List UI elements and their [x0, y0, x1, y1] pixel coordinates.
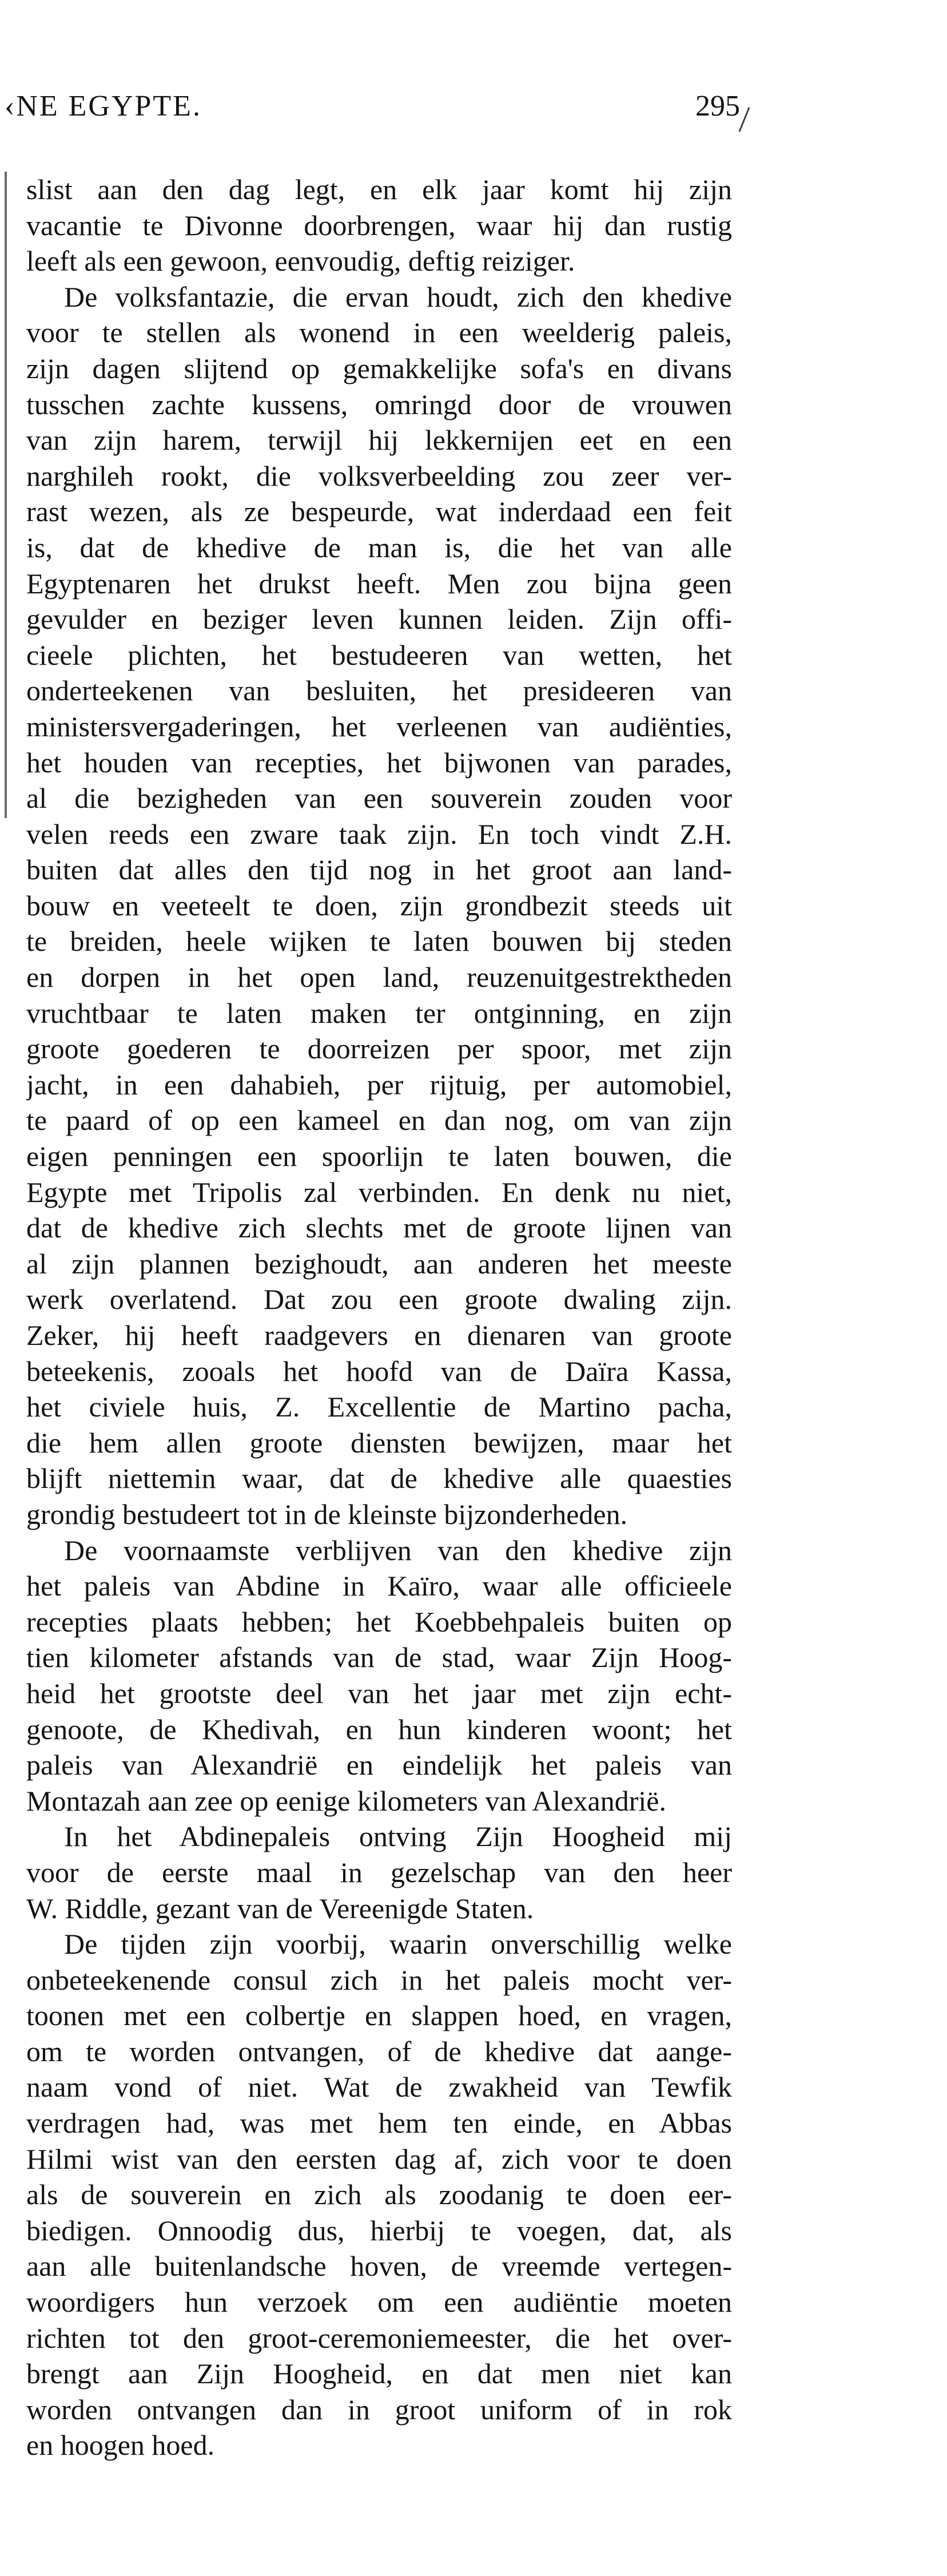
text-line: gevulder en beziger leven kunnen leiden. Zijn offi-: [26, 603, 732, 636]
text-line: voor de eerste maal in gezelschap van den heer: [26, 1856, 732, 1888]
text-line: werk overlatend. Dat zou een groote dwaling zijn.: [26, 1283, 732, 1316]
text-line: tien kilometer afstands van de stad, waar Zijn Hoog-: [26, 1641, 732, 1674]
text-line: woordigers hun verzoek om een audiëntie moeten: [26, 2286, 732, 2319]
text-line: het paleis van Abdine in Kaïro, waar alle officieele: [26, 1570, 732, 1602]
text-line: De tijden zijn voorbij, waarin onverschillig welke: [64, 1928, 732, 1960]
text-line: grondig bestudeert tot in de kleinste bijzonderheden.: [26, 1498, 628, 1530]
text-line: van zijn harem, terwijl hij lekkernijen eet en een: [26, 424, 732, 457]
text-line: richten tot den groot-ceremoniemeester, die het over-: [26, 2321, 732, 2354]
text-line: Zeker, hij heeft raadgevers en dienaren van groote: [26, 1319, 732, 1351]
margin-rule: [5, 172, 7, 818]
body-text: [26, 172, 732, 2463]
text-line: vruchtbaar te laten maken ter ontginning, en zijn: [26, 997, 732, 1029]
text-line: toonen met een colbertje en slappen hoed, en vragen,: [26, 1999, 732, 2032]
text-line: De voornaamste verblijven van den khedive zijn: [64, 1534, 732, 1566]
text-line: als de souverein en zich als zoodanig te doen eer-: [26, 2178, 732, 2211]
text-line: zijn dagen slijtend op gemakkelijke sofa's en divans: [26, 352, 732, 384]
text-line: W. Riddle, gezant van de Vereenigde Staten.: [26, 1892, 534, 1924]
text-line: cieele plichten, het bestudeeren van wetten, het: [26, 638, 732, 671]
text-line: heid het grootste deel van het jaar met zijn echt-: [26, 1677, 732, 1709]
text-line: het civiele huis, Z. Excellentie de Martino pacha,: [26, 1391, 732, 1423]
running-head: [0, 89, 947, 130]
text-line: naam vond of niet. Wat de zwakheid van Tewfik: [26, 2071, 732, 2103]
text-line: onbeteekenende consul zich in het paleis mocht ver-: [26, 1963, 732, 1996]
text-line: aan alle buitenlandsche hoven, de vreemde vertegen-: [26, 2250, 732, 2283]
text-line: Egypte met Tripolis zal verbinden. En denk nu niet,: [26, 1176, 732, 1208]
text-line: biedigen. Onnoodig dus, hierbij te voegen, dat, als: [26, 2214, 732, 2246]
text-line: jacht, in een dahabieh, per rijtuig, per automobiel,: [26, 1068, 732, 1101]
text-line: al zijn plannen bezighoudt, aan anderen het meeste: [26, 1247, 732, 1280]
text-line: tusschen zachte kussens, omringd door de vrouwen: [26, 388, 732, 420]
text-line: is, dat de khedive de man is, die het van alle: [26, 531, 732, 563]
text-line: verdragen had, was met hem ten einde, en Abbas: [26, 2107, 732, 2140]
text-line: slist aan den dag legt, en elk jaar komt hij zijn: [26, 173, 732, 205]
text-line: beteekenis, zooals het hoofd van de Daïra Kassa,: [26, 1355, 732, 1387]
text-line: In het Abdinepaleis ontving Zijn Hoogheid mij: [64, 1820, 732, 1853]
text-line: het houden van recepties, het bijwonen van parades,: [26, 746, 732, 779]
text-line: om te worden ontvangen, of de khedive dat aange-: [26, 2035, 732, 2067]
text-line: te breiden, heele wijken te laten bouwen bij steden: [26, 925, 732, 958]
text-line: eigen penningen een spoorlijn te laten bouwen, die: [26, 1140, 732, 1173]
text-line: ministersvergaderingen, het verleenen van audiënties,: [26, 710, 732, 743]
text-line: recepties plaats hebben; het Koebbehpaleis buiten op: [26, 1605, 732, 1638]
text-line: worden ontvangen dan in groot uniform of in rok: [26, 2393, 732, 2426]
text-line: al die bezigheden van een souverein zouden voor: [26, 782, 732, 815]
pencil-mark: [738, 107, 750, 132]
text-line: en hoogen hoed.: [26, 2429, 215, 2462]
text-line: te paard of op een kameel en dan nog, om van zijn: [26, 1104, 732, 1137]
text-line: blijft niettemin waar, dat de khedive alle quaesties: [26, 1462, 732, 1495]
text-line: brengt aan Zijn Hoogheid, en dat men niet kan: [26, 2357, 732, 2390]
text-line: narghileh rookt, die volksverbeelding zou zeer ver-: [26, 459, 732, 492]
text-line: buiten dat alles den tijd nog in het groot aan land-: [26, 854, 732, 886]
running-head-title: ‹NE EGYPTE.: [5, 90, 202, 122]
text-line: onderteekenen van besluiten, het presideeren van: [26, 674, 732, 707]
text-line: genoote, de Khedivah, en hun kinderen woont; het: [26, 1713, 732, 1745]
text-line: rast wezen, als ze bespeurde, wat inderdaad een feit: [26, 495, 732, 528]
page-number: 295: [695, 90, 740, 122]
text-line: Hilmi wist van den eersten dag af, zich voor te doen: [26, 2142, 732, 2175]
text-line: bouw en veeteelt te doen, zijn grondbezit steeds uit: [26, 889, 732, 922]
text-line: Montazah aan zee op eenige kilometers van Alexandrië.: [26, 1784, 666, 1817]
text-line: De volksfantazie, die ervan houdt, zich den khedive: [64, 280, 732, 313]
text-line: Egyptenaren het drukst heeft. Men zou bijna geen: [26, 567, 732, 600]
text-line: dat de khedive zich slechts met de groote lijnen van: [26, 1212, 732, 1244]
text-line: voor te stellen als wonend in een weelderig paleis,: [26, 316, 732, 349]
text-line: vacantie te Divonne doorbrengen, waar hij dan rustig: [26, 209, 732, 241]
text-line: en dorpen in het open land, reuzenuitgestrektheden: [26, 961, 732, 994]
text-line: groote goederen te doorreizen per spoor, met zijn: [26, 1033, 732, 1065]
text-line: velen reeds een zware taak zijn. En toch vindt Z.H.: [26, 817, 732, 850]
text-line: leeft als een gewoon, eenvoudig, deftig reiziger.: [26, 245, 575, 277]
text-line: die hem allen groote diensten bewijzen, maar het: [26, 1426, 732, 1459]
text-line: paleis van Alexandrië en eindelijk het paleis van: [26, 1749, 732, 1781]
